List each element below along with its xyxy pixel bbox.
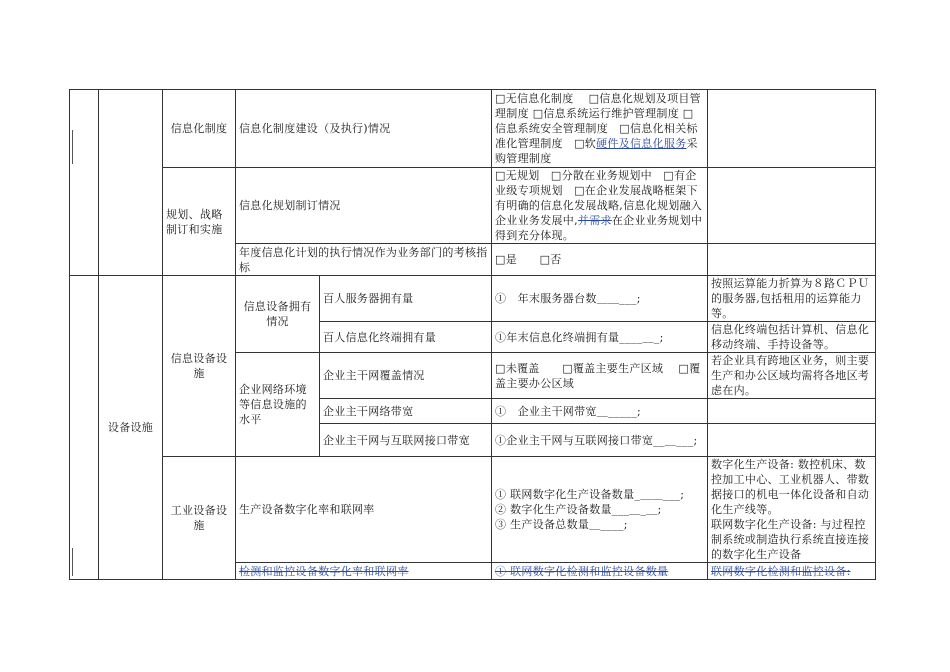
subcategory-cell: 企业网络环境等信息设施的水平 [236, 353, 320, 457]
note-line: 联网数字化生产设备: 与过程控制系统或制造执行系统直接连接的数字化生产设备 [711, 518, 870, 561]
option-cell [492, 457, 708, 563]
option-line: ② 数字化生产设备数量___＿_＿; [495, 503, 662, 516]
assessment-table [69, 89, 876, 580]
option-cell: □无规划 □分散在业务规划中 □有企业级专项规划 □在企业发展战略框架下有明确的信息化发展战略,信息化规划融入企业业务发展中,并需求在企业业务规划中得到充分体现。 [492, 168, 708, 244]
table-row [70, 90, 876, 168]
blank-col-1 [70, 90, 99, 276]
option-cell: ① 年末服务器台数＿＿___; [492, 276, 708, 322]
item-cell: 企业主干网与互联网接口带宽 [320, 424, 492, 457]
item-cell: 生产设备数字化率和联网率 [236, 457, 492, 563]
subcategory-cell: 信息设备拥有情况 [236, 276, 320, 353]
note-cell [708, 244, 876, 276]
blank-col-2 [99, 90, 163, 276]
table-row [70, 276, 876, 322]
option-cell: □未覆盖 □覆盖主要生产区域 □覆盖主要办公区域 [492, 353, 708, 399]
group-cell: 设备设施 [99, 276, 163, 580]
option-cell: ① 联网数字化检测和监控设备数量 [492, 563, 708, 580]
category-cell: 规划、战略制订和实施 [163, 168, 236, 276]
table-row [70, 168, 876, 244]
option-cell: □是 □否 [492, 244, 708, 276]
item-cell: 信息化规划制订情况 [236, 168, 492, 244]
category-cell: 信息设备设施 [163, 276, 236, 457]
note-cell: 按照运算能力折算为８路ＣＰＵ的服务器,包括租用的运算能力等。 [708, 276, 876, 322]
option-cell: □无信息化制度 □信息化规划及项目管理制度 □信息系统运行维护管理制度 □信息系统安全管理制度 □信息化相关标准化管理制度 □软硬件及信息化服务采购管理制度 [492, 90, 708, 168]
item-cell: 企业主干网络带宽 [320, 399, 492, 424]
blank-col-1 [70, 276, 99, 580]
item-cell: 年度信息化计划的执行情况作为业务部门的考核指标 [236, 244, 492, 276]
note-cell: 联网数字化检测和监控设备: [708, 563, 876, 580]
option-cell: ①年末信息化终端拥有量____＿_; [492, 322, 708, 353]
option-cell: ① 企业主干网带宽＿_____; [492, 399, 708, 424]
note-cell: 信息化终端包括计算机、信息化移动终端、手持设备等。 [708, 322, 876, 353]
inserted-text: 硬件及信息化服务 [596, 137, 687, 150]
note-cell [708, 457, 876, 563]
item-cell: 百人服务器拥有量 [320, 276, 492, 322]
note-cell [708, 399, 876, 424]
item-cell: 百人信息化终端拥有量 [320, 322, 492, 353]
note-cell [708, 424, 876, 457]
category-cell: 工业设备设施 [163, 457, 236, 580]
note-line: 数字化生产设备: 数控机床、数控加工中心、工业机器人、带数据接口的机电一体化设备和自动化生产线等。 [711, 458, 870, 516]
table-row [70, 457, 876, 563]
option-line: ① 联网数字化生产设备数量_＿＿___; [495, 488, 685, 501]
category-cell: 信息化制度 [163, 90, 236, 168]
option-line: ③ 生产设备总数量＿____; [495, 518, 628, 531]
note-cell [708, 90, 876, 168]
item-cell: 信息化制度建设（及执行)情况 [236, 90, 492, 168]
option-cell: ①企业主干网与互联网接口带宽__＿___; [492, 424, 708, 457]
item-cell: 企业主干网覆盖情况 [320, 353, 492, 399]
note-cell [708, 168, 876, 244]
deleted-text: 并需求 [577, 214, 612, 227]
note-cell: 若企业具有跨地区业务，则主要生产和办公区域均需将各地区考虑在内。 [708, 353, 876, 399]
item-cell: 检测和监控设备数字化率和联网率 [236, 563, 492, 580]
